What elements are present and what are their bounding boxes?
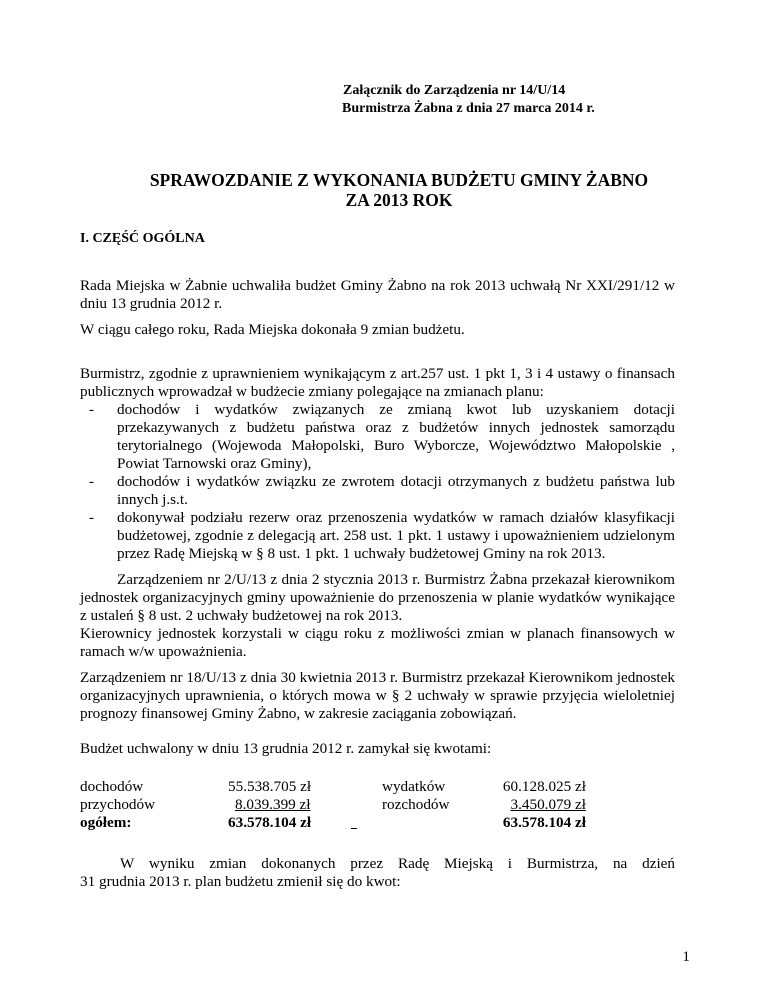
page-number: 1: [682, 948, 690, 965]
section-heading: I. CZĘŚĆ OGÓLNA: [80, 231, 205, 246]
budget-value-expenses: 60.128.025 zł: [502, 778, 586, 795]
underline-dash: [351, 828, 357, 829]
budget-value-total-right: 63.578.104 zł: [502, 814, 586, 831]
annex-line-1: Załącznik do Zarządzenia nr 14/U/14: [343, 83, 566, 98]
budget-label-income: dochodów: [80, 778, 144, 795]
annex-line-2: Burmistrza Żabna z dnia 27 marca 2014 r.: [342, 101, 595, 116]
budget-label-revenue: przychodów: [80, 796, 156, 813]
plan-changes-line-1: W wyniku zmian dokonanych przez Radę Miejską i Burmistrza, na dzień: [120, 855, 675, 872]
annex-header: [342, 82, 595, 118]
ordinance-2-text: Zarządzeniem nr 2/U/13 z dnia 2 stycznia 2013 r. Burmistrz Żabna przekazał kierownikom jednostek organizacyjnych gminy upoważnienie do przenoszenia w planie wydatków wynikające z ustaleń § 8 ust. 2 uchwały budżetowej na rok 2013.: [80, 571, 675, 624]
budget-label-expenses: wydatków: [382, 778, 446, 795]
budget-value-income: 55.538.705 zł: [228, 778, 312, 795]
paragraph-ordinance-18: Zarządzeniem nr 18/U/13 z dnia 30 kwietnia 2013 r. Burmistrz przekazał Kierownikom jednostek organizacyjnych uprawnienia, o których mowa w § 2 uchwały w sprawie przyjęcia wieloletniej prognozy finansowej Gminy Żabno, w zakresie zaciągania zobowiązań.: [80, 669, 675, 722]
paragraph-budget-adoption: Rada Miejska w Żabnie uchwaliła budżet Gminy Żabno na rok 2013 uchwałą Nr XXI/291/12 w dniu 13 grudnia 2012 r.: [80, 277, 675, 312]
plan-changes-line-2: 31 grudnia 2013 r. plan budżetu zmienił się do kwot:: [80, 873, 401, 890]
budget-label-total: ogółem:: [80, 814, 132, 831]
list-item: - dokonywał podziału rezerw oraz przenoszenia wydatków w ramach działów klasyfikacji budżetowej, zgodnie z delegacją art. 258 ust. 1 pkt. 1 ustawy i upoważnieniem udzielonym przez Radę Miejską w § 8 ust. 1 pkt. 1 uchwały budżetowej Gminy na rok 2013.: [80, 509, 675, 563]
changes-list: [80, 401, 675, 563]
budget-value-outflows: 3.450.079 zł: [510, 796, 586, 813]
paragraph-budget-changes: W ciągu całego roku, Rada Miejska dokonała 9 zmian budżetu.: [80, 321, 465, 338]
paragraph-plan-changes: [80, 855, 675, 891]
list-item: - dochodów i wydatków związanych ze zmianą kwot lub uzyskaniem dotacji przekazywanych z budżetu państwa oraz z budżetów innych jednostek samorządu terytorialnego (Wojewoda Małopolski, Buro Wyborcze, Województwo Małopolskie , Powiat Tarnowski oraz Gminy),: [80, 401, 675, 473]
budget-value-total: 63.578.104 zł: [228, 814, 312, 831]
mayor-changes-intro: Burmistrz, zgodnie z uprawnieniem wynikającym z art.257 ust. 1 pkt 1, 3 i 4 ustawy o finansach publicznych wprowadzał w budżecie zmiany polegające na zmianach planu:: [80, 365, 675, 400]
paragraph-mayor-changes: [80, 365, 675, 563]
paragraph-budget-amounts-intro: Budżet uchwalony w dniu 13 grudnia 2012 r. zamykał się kwotami:: [80, 740, 492, 757]
ordinance-2-followup: Kierownicy jednostek korzystali w ciągu roku z możliwości zmian w planach finansowych w ramach w/w upoważnienia.: [80, 625, 675, 660]
title-line-2: ZA 2013 ROK: [345, 190, 453, 210]
budget-value-revenue: 8.039.399 zł: [235, 796, 311, 813]
title-line-1: SPRAWOZDANIE Z WYKONANIA BUDŻETU GMINY ŻABNO: [149, 170, 649, 190]
list-item: - dochodów i wydatków związku ze zwrotem dotacji otrzymanych z budżetu państwa lub innych j.s.t.: [80, 473, 675, 509]
paragraph-ordinance-2: [80, 571, 675, 661]
document-title: [0, 170, 768, 210]
budget-label-outflows: rozchodów: [382, 796, 450, 813]
